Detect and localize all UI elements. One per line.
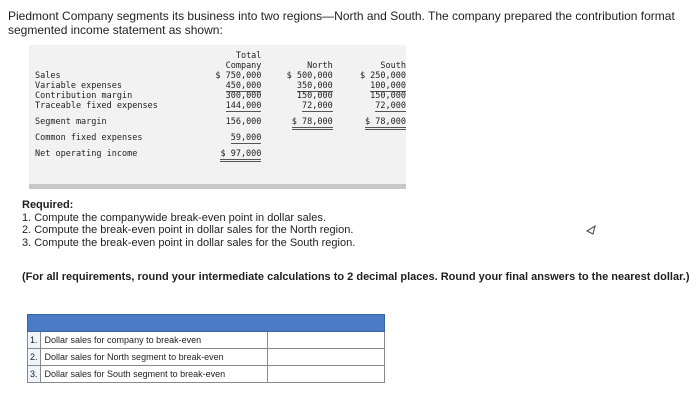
row-label: Common fixed expenses xyxy=(35,133,143,143)
required-item-2: 2. Compute the break-even point in dollar sales for the North region. xyxy=(22,224,354,236)
row-label: Traceable fixed expenses xyxy=(35,101,158,111)
statement-header-row xyxy=(35,51,406,71)
total-value: 300,000 xyxy=(225,91,262,101)
rounding-note: (For all requirements, round your intermediate calculations to 2 decimal places. Round your final answers to the nearest dollar.) xyxy=(22,271,690,283)
problem-intro: Piedmont Company segments its business into two regions—North and South. The company prepared the contribution format segmented income statement as shown: xyxy=(8,9,675,37)
south-value: 72,000 xyxy=(375,101,406,111)
table-row xyxy=(35,127,406,143)
north-header: North xyxy=(307,61,333,71)
statement-table xyxy=(35,51,406,159)
answer-table xyxy=(27,314,385,383)
row-label: Contribution margin xyxy=(35,91,133,101)
table-row xyxy=(35,71,406,81)
north-value xyxy=(261,143,332,159)
answer-row-3 xyxy=(28,366,385,383)
segmented-income-statement xyxy=(29,45,406,189)
answer-header xyxy=(28,315,385,332)
total-value: $ 750,000 xyxy=(215,71,262,81)
answer-label: Dollar sales for South segment to break-even xyxy=(40,366,267,383)
row-label: Segment margin xyxy=(35,117,107,127)
table-row xyxy=(35,143,406,159)
north-value: $ 500,000 xyxy=(286,71,333,81)
total-value: 59,000 xyxy=(230,133,262,143)
answer-index: 1. xyxy=(28,332,41,349)
required-section xyxy=(22,199,692,249)
total-company-header: Total Company xyxy=(225,51,262,71)
north-value: $ 78,000 xyxy=(292,117,333,130)
south-value: $ 78,000 xyxy=(365,117,406,130)
answer-index: 2. xyxy=(28,349,41,366)
south-value: 150,000 xyxy=(370,91,406,101)
north-value: 72,000 xyxy=(302,101,333,111)
south-break-even-input[interactable] xyxy=(272,366,384,382)
row-label: Variable expenses xyxy=(35,81,122,91)
company-break-even-input[interactable] xyxy=(272,332,384,348)
answer-row-2 xyxy=(28,349,385,366)
answer-row-1 xyxy=(28,332,385,349)
south-value: $ 250,000 xyxy=(359,71,406,81)
answer-label: Dollar sales for company to break-even xyxy=(40,332,267,349)
required-item-3: 3. Compute the break-even point in dollar sales for the South region. xyxy=(22,236,356,249)
total-value: $ 97,000 xyxy=(220,149,261,162)
row-label: Net operating income xyxy=(35,149,138,159)
required-title: Required: xyxy=(22,199,74,211)
south-value: 100,000 xyxy=(370,81,406,91)
south-value xyxy=(333,143,406,159)
south-header: South xyxy=(380,61,406,71)
answer-label: Dollar sales for North segment to break-even xyxy=(40,349,267,366)
north-value: 150,000 xyxy=(296,91,333,101)
label-header xyxy=(35,51,192,71)
row-label: Sales xyxy=(35,71,61,81)
total-value: 144,000 xyxy=(225,101,262,111)
answer-header-row xyxy=(28,315,385,332)
answer-index: 3. xyxy=(28,366,41,383)
table-row xyxy=(35,111,406,127)
total-value: 450,000 xyxy=(225,81,262,91)
required-item-1: 1. Compute the companywide break-even point in dollar sales. xyxy=(22,211,326,224)
table-row xyxy=(35,81,406,91)
north-value: 350,000 xyxy=(296,81,333,91)
table-row xyxy=(35,91,406,101)
north-break-even-input[interactable] xyxy=(272,349,384,365)
table-row xyxy=(35,101,406,111)
total-value: 156,000 xyxy=(225,117,262,127)
